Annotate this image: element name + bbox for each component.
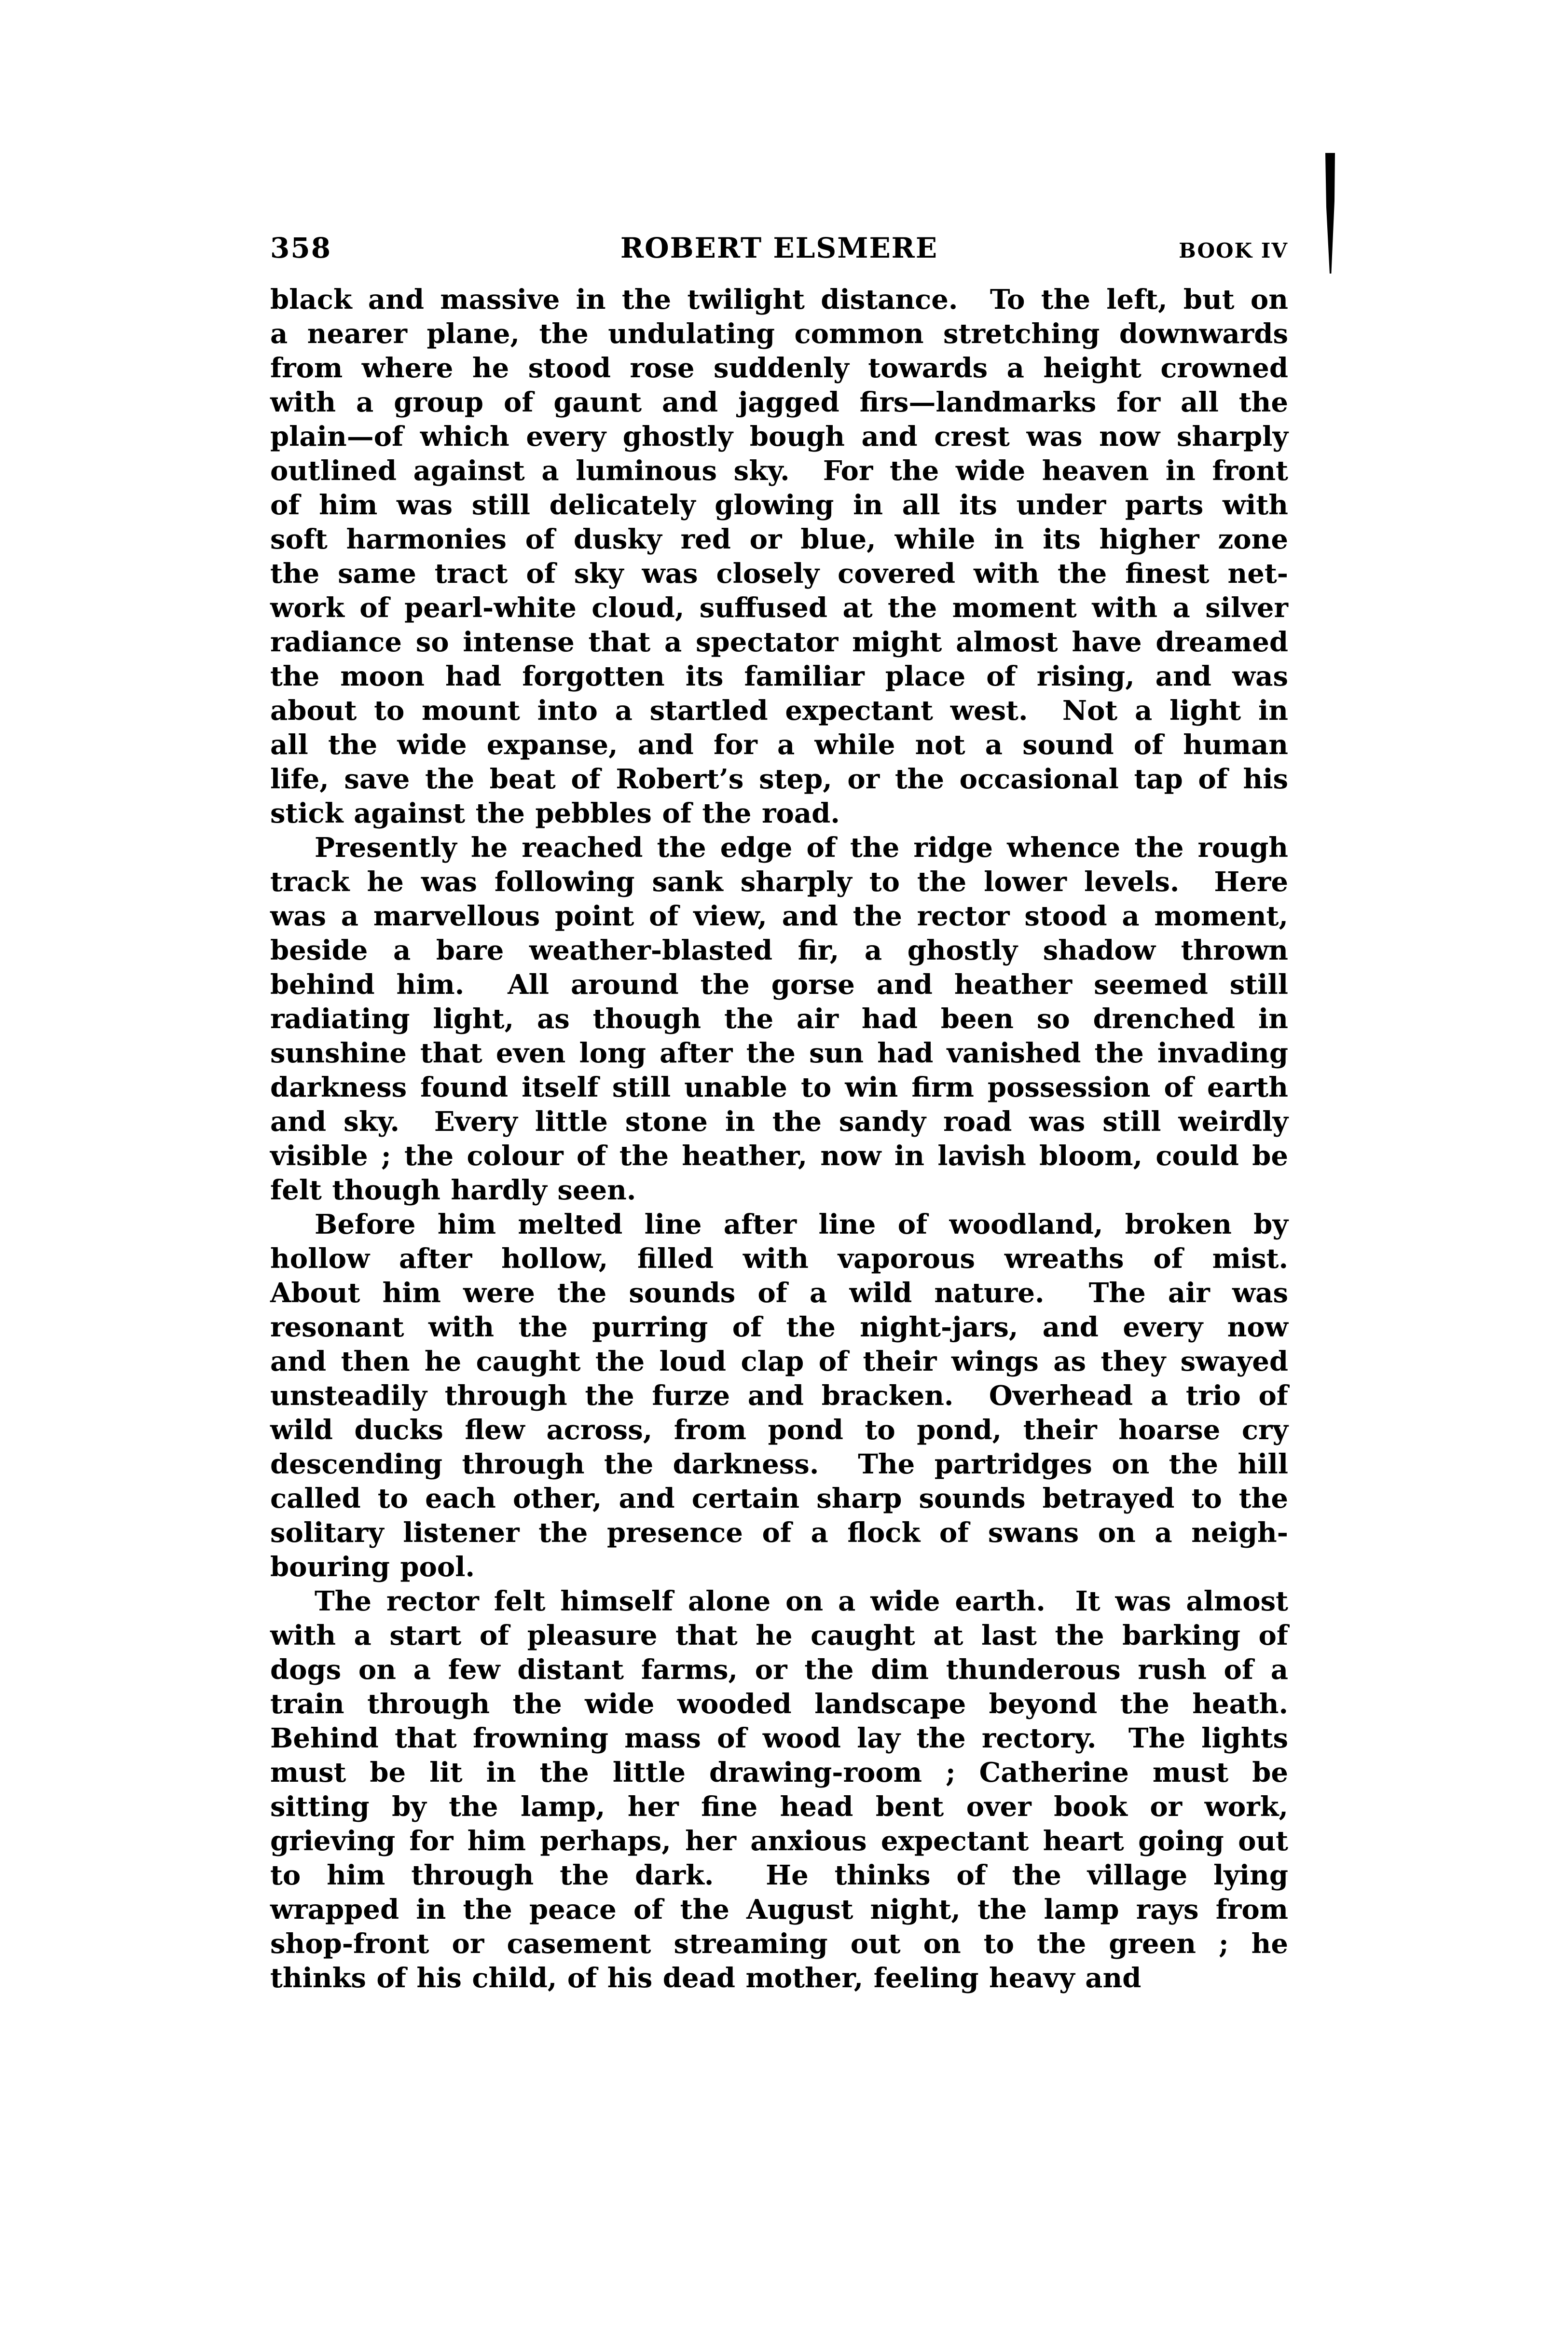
text-line: work of pearl-white cloud, suffused at the moment with a silver [270, 592, 1288, 624]
text-line: outlined against a luminous sky. For the wide heaven in front [270, 455, 1288, 487]
text-line: black and massive in the twilight distance. To the left, but on [270, 284, 1288, 316]
text-line: soft harmonies of dusky red or blue, while in its higher zone [270, 523, 1288, 555]
text-line: The rector felt himself alone on a wide earth. It was almost [315, 1585, 1288, 1617]
text-line: wild ducks flew across, from pond to pond, their hoarse cry [270, 1414, 1288, 1446]
text-line: plain—of which every ghostly bough and crest was now sharply [270, 421, 1288, 453]
page-header [270, 234, 1288, 272]
text-line: hollow after hollow, filled with vaporous wreaths of mist. [270, 1243, 1288, 1275]
text-line: must be lit in the little drawing-room ; Catherine must be [270, 1757, 1288, 1788]
text-line: the moon had forgotten its familiar place of rising, and was [270, 660, 1288, 692]
text-line: radiance so intense that a spectator might almost have dreamed [270, 626, 1288, 658]
text-line: behind him. All around the gorse and heather seemed still [270, 969, 1288, 1001]
text-line: descending through the darkness. The partridges on the hill [270, 1448, 1288, 1480]
text-line: thinks of his child, of his dead mother, feeling heavy and [270, 1962, 1142, 1994]
text-line: Presently he reached the edge of the ridge whence the rough [315, 832, 1288, 864]
text-line: a nearer plane, the undulating common stretching downwards [270, 318, 1288, 350]
text-line: sunshine that even long after the sun had vanished the invading [270, 1037, 1288, 1069]
text-line: and then he caught the loud clap of their wings as they swayed [270, 1346, 1288, 1377]
page-number: 358 [270, 232, 332, 264]
text-line: radiating light, as though the air had been so drenched in [270, 1003, 1288, 1035]
text-line: resonant with the purring of the night-jars, and every now [270, 1311, 1288, 1343]
text-line: solitary listener the presence of a flock of swans on a neigh- [270, 1517, 1288, 1549]
text-line: about to mount into a startled expectant west. Not a light in [270, 695, 1288, 727]
text-line: sitting by the lamp, her fine head bent over book or work, [270, 1791, 1288, 1823]
text-line: darkness found itself still unable to win firm possession of earth [270, 1072, 1288, 1103]
text-line: life, save the beat of Robert’s step, or the occasional tap of his [270, 763, 1288, 795]
text-line: track he was following sank sharply to the lower levels. Here [270, 866, 1288, 898]
text-line: beside a bare weather-blasted fir, a ghostly shadow thrown [270, 935, 1288, 966]
text-line: called to each other, and certain sharp sounds betrayed to the [270, 1483, 1288, 1514]
text-line: unsteadily through the furze and bracken. Overhead a trio of [270, 1380, 1288, 1412]
text-line: train through the wide wooded landscape beyond the heath. [270, 1688, 1288, 1720]
text-line: to him through the dark. He thinks of the village lying [270, 1859, 1288, 1891]
text-line: shop-front or casement streaming out on to the green ; he [270, 1928, 1288, 1960]
text-line: visible ; the colour of the heather, now in lavish bloom, could be [270, 1140, 1288, 1172]
text-line: from where he stood rose suddenly towards a height crowned [270, 352, 1288, 384]
text-line: dogs on a few distant farms, or the dim thunderous rush of a [270, 1654, 1288, 1686]
text-line: the same tract of sky was closely covered with the finest net- [270, 558, 1288, 590]
running-title: ROBERT ELSMERE [620, 232, 938, 264]
text-line: felt though hardly seen. [270, 1174, 636, 1206]
text-line: bouring pool. [270, 1551, 475, 1583]
scan-artifact-mark [1325, 153, 1335, 274]
text-line: Behind that frowning mass of wood lay the rectory. The lights [270, 1722, 1288, 1754]
text-line: About him were the sounds of a wild nature. The air was [270, 1277, 1288, 1309]
text-line: of him was still delicately glowing in all its under parts with [270, 489, 1288, 521]
text-line: with a group of gaunt and jagged firs—landmarks for all the [270, 386, 1288, 418]
text-line: and sky. Every little stone in the sandy road was still weirdly [270, 1106, 1288, 1138]
text-line: wrapped in the peace of the August night, the lamp rays from [270, 1894, 1288, 1926]
text-line: with a start of pleasure that he caught at last the barking of [270, 1620, 1288, 1651]
page-body [270, 283, 1288, 1995]
text-line: stick against the pebbles of the road. [270, 798, 840, 829]
text-line: grieving for him perhaps, her anxious expectant heart going out [270, 1825, 1288, 1857]
text-line: all the wide expanse, and for a while not a sound of human [270, 729, 1288, 761]
text-line: Before him melted line after line of woodland, broken by [315, 1209, 1288, 1240]
book-section-label: BOOK IV [1179, 239, 1288, 262]
text-line: was a marvellous point of view, and the rector stood a moment, [270, 900, 1288, 932]
